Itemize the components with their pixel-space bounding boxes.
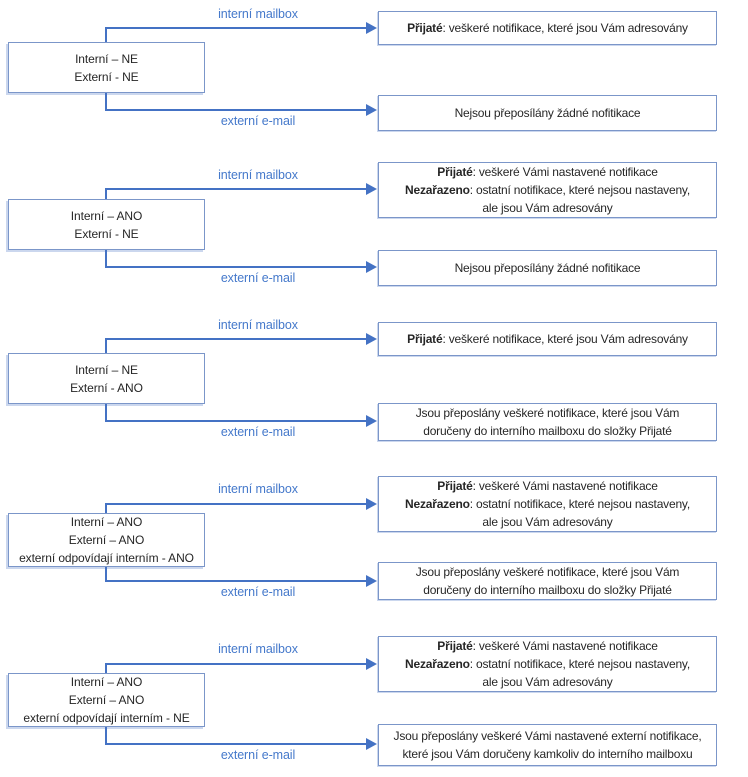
internal-mailbox-connector-line	[105, 663, 366, 665]
target-box-line: ale jsou Vám adresovány	[482, 515, 613, 529]
target-box-line-bold: Nezařazeno	[405, 183, 470, 197]
connector-vertical-line	[105, 567, 107, 581]
source-box	[8, 513, 205, 567]
target-box-line: Nezařazeno: ostatní notifikace, které nejsou nastaveny,	[405, 183, 690, 197]
source-box	[8, 199, 205, 250]
target-box-line: ale jsou Vám adresovány	[482, 675, 613, 689]
arrow-head-icon	[366, 658, 377, 670]
external-target-box	[378, 250, 717, 286]
internal-mailbox-connector-line	[105, 503, 366, 505]
arrow-head-icon	[366, 738, 377, 750]
target-box-line: Nezařazeno: ostatní notifikace, které nejsou nastaveny,	[405, 497, 690, 511]
source-box-line: Interní – NE	[75, 51, 138, 66]
source-box-line: Externí – ANO	[68, 693, 145, 707]
arrow-head-icon	[366, 575, 377, 587]
external-email-connector-line	[105, 266, 366, 268]
target-box-line-bold: Nezařazeno	[405, 497, 470, 511]
target-box-line-bold: Přijaté	[437, 639, 473, 653]
target-box-line: Přijaté: veškeré notifikace, které jsou Vám adresovány	[407, 21, 688, 35]
internal-target-box	[378, 322, 717, 356]
external-email-label: externí e-mail	[220, 114, 296, 128]
source-box-line: Externí - NE	[74, 69, 139, 84]
arrow-head-icon	[366, 498, 377, 510]
internal-mailbox-label: interní mailbox	[218, 318, 298, 332]
internal-mailbox-connector-line	[105, 188, 366, 190]
external-email-label: externí e-mail	[220, 271, 296, 285]
connector-vertical-line	[105, 28, 107, 42]
target-box-line: Nejsou přeposílány žádné nofitikace	[454, 261, 641, 275]
target-box-line: doručeny do interního mailboxu do složky Přijaté	[423, 424, 672, 438]
target-box-line: Přijaté: veškeré Vámi nastavené notifikace	[437, 639, 658, 653]
source-box	[8, 353, 205, 404]
connector-vertical-line	[105, 93, 107, 110]
external-email-label: externí e-mail	[220, 425, 296, 439]
connector-vertical-line	[105, 339, 107, 353]
source-box-line: Externí - ANO	[70, 380, 143, 395]
internal-target-box	[378, 162, 717, 218]
target-box-line: které jsou Vám doručeny kamkoliv do interního mailboxu	[402, 747, 693, 761]
connector-vertical-line	[105, 504, 107, 513]
connector-vertical-line	[105, 664, 107, 673]
source-box-line: externí odpovídají interním - ANO	[19, 551, 194, 565]
arrow-head-icon	[366, 415, 377, 427]
target-box-line-bold: Přijaté	[407, 332, 443, 346]
internal-target-box	[378, 11, 717, 45]
internal-target-box	[378, 476, 717, 532]
arrow-head-icon	[366, 261, 377, 273]
external-target-box	[378, 724, 717, 766]
internal-mailbox-label: interní mailbox	[218, 642, 298, 656]
internal-mailbox-label: interní mailbox	[218, 168, 298, 182]
arrow-head-icon	[366, 183, 377, 195]
source-box	[8, 673, 205, 727]
source-box-line: Interní – NE	[75, 362, 138, 377]
external-target-box	[378, 95, 717, 131]
internal-mailbox-label: interní mailbox	[218, 482, 298, 496]
source-box-line: Interní – ANO	[70, 675, 143, 689]
target-box-line: Přijaté: veškeré Vámi nastavené notifikace	[437, 479, 658, 493]
target-box-line: Jsou přeposlány veškeré notifikace, které jsou Vám	[415, 565, 680, 579]
target-box-line: Nejsou přeposílány žádné nofitikace	[454, 106, 641, 120]
source-box-line: Interní – ANO	[70, 515, 143, 529]
target-box-line-bold: Přijaté	[407, 21, 443, 35]
external-email-connector-line	[105, 743, 366, 745]
external-email-connector-line	[105, 420, 366, 422]
connector-vertical-line	[105, 727, 107, 744]
external-email-connector-line	[105, 109, 366, 111]
internal-mailbox-label: interní mailbox	[218, 7, 298, 21]
arrow-head-icon	[366, 333, 377, 345]
connector-vertical-line	[105, 250, 107, 267]
target-box-line-bold: Přijaté	[437, 479, 473, 493]
target-box-line: Jsou přeposlány veškeré notifikace, které jsou Vám	[415, 406, 680, 420]
external-email-label: externí e-mail	[220, 585, 296, 599]
arrow-head-icon	[366, 22, 377, 34]
arrow-head-icon	[366, 104, 377, 116]
target-box-line: Nezařazeno: ostatní notifikace, které nejsou nastaveny,	[405, 657, 690, 671]
external-target-box	[378, 562, 717, 600]
target-box-line-bold: Přijaté	[437, 165, 473, 179]
target-box-line: ale jsou Vám adresovány	[482, 201, 613, 215]
target-box-line: Přijaté: veškeré Vámi nastavené notifikace	[437, 165, 658, 179]
source-box	[8, 42, 205, 93]
internal-mailbox-connector-line	[105, 338, 366, 340]
source-box-line: Externí – ANO	[68, 533, 145, 547]
connector-vertical-line	[105, 189, 107, 199]
target-box-line: doručeny do interního mailboxu do složky Přijaté	[423, 583, 672, 597]
source-box-line: Externí - NE	[74, 226, 139, 241]
external-email-label: externí e-mail	[220, 748, 296, 762]
target-box-line-bold: Nezařazeno	[405, 657, 470, 671]
internal-mailbox-connector-line	[105, 27, 366, 29]
source-box-line: externí odpovídají interním - NE	[23, 711, 190, 725]
external-email-connector-line	[105, 580, 366, 582]
connector-vertical-line	[105, 404, 107, 421]
internal-target-box	[378, 636, 717, 692]
source-box-line: Interní – ANO	[70, 208, 143, 223]
target-box-line: Jsou přeposlány veškeré Vámi nastavené externí notifikace,	[393, 729, 702, 743]
external-target-box	[378, 403, 717, 441]
target-box-line: Přijaté: veškeré notifikace, které jsou Vám adresovány	[407, 332, 688, 346]
